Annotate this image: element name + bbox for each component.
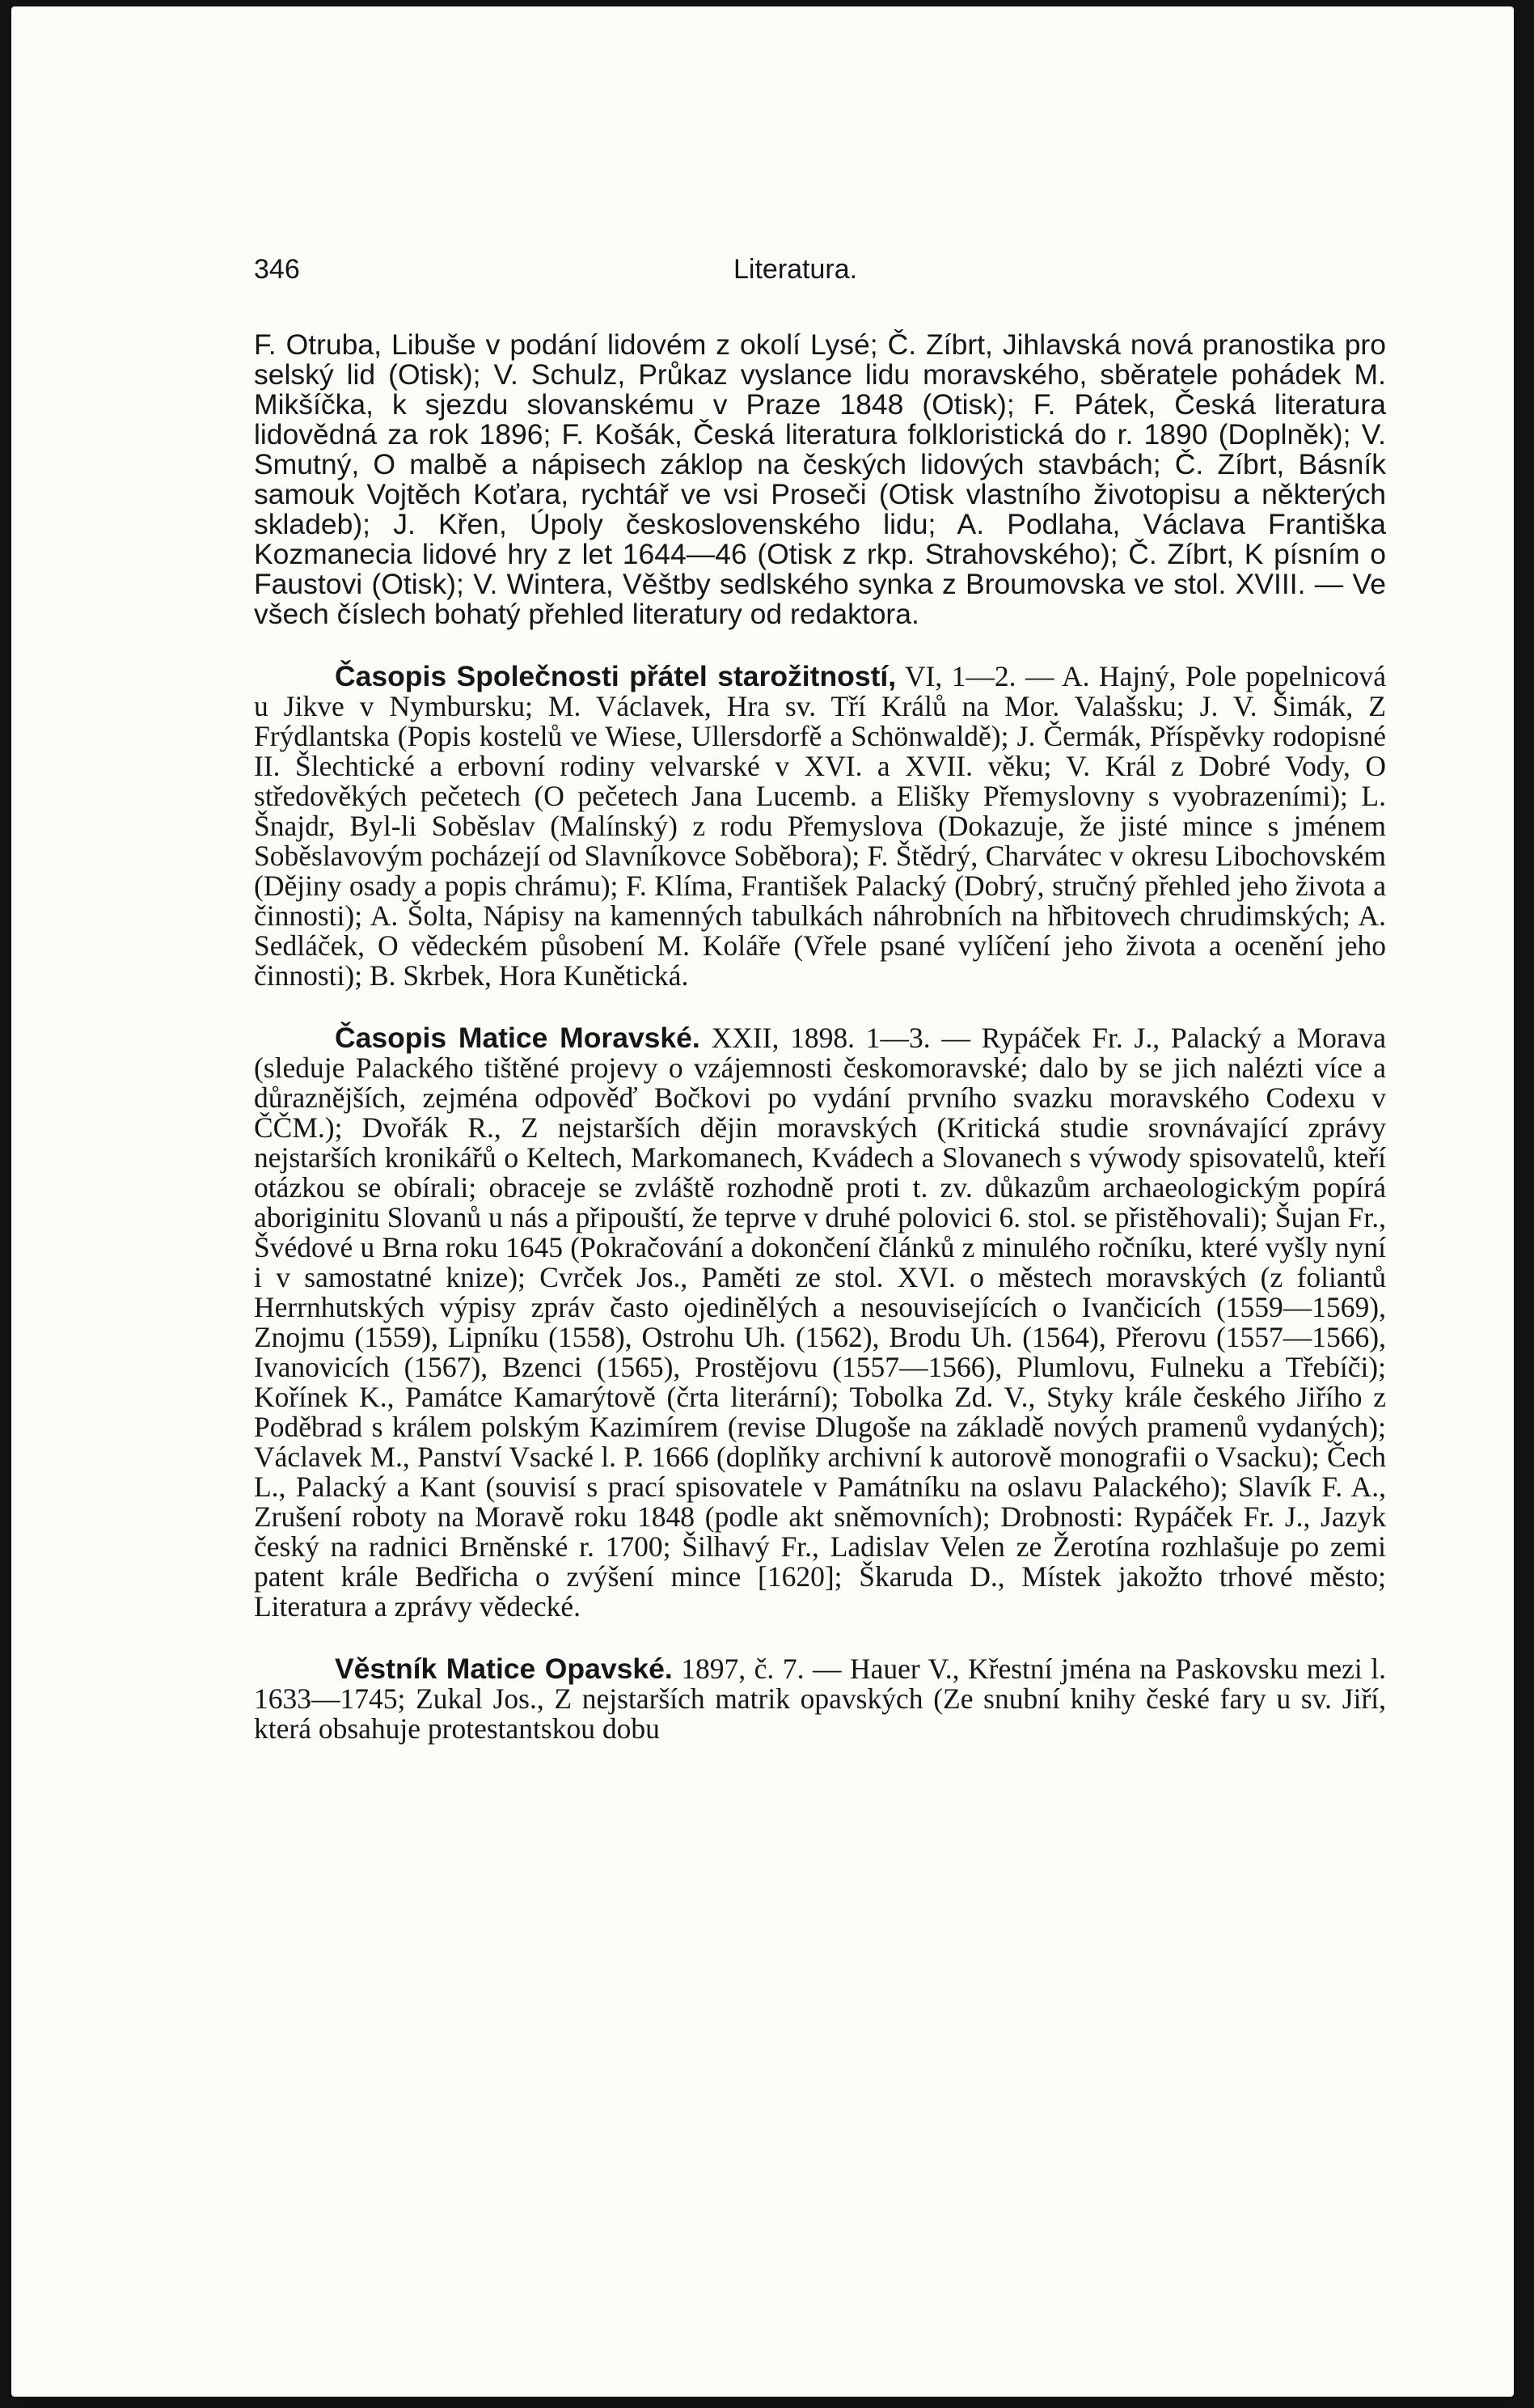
page-number: 346 <box>254 254 300 285</box>
page-content <box>254 249 1386 1744</box>
entry-narodopisny-continuation <box>254 330 1386 629</box>
entry-vestnik-matice-opavske <box>254 1654 1386 1744</box>
entry-text: F. Otruba, Libuše v podání lidovém z okolí Lysé; Č. Zíbrt, Jihlavská nová pranostika pro selský lid (Otisk); V. Schulz, Průkaz vyslance lidu moravského, sběratele pohádek M. Mikšíčka, k sjezdu slovanskému v Praze 1848 (Otisk); F. Pátek, Česká literatura lidovědná za rok 1896; F. Košák, Česká literatura folkloristická do r. 1890 (Doplněk); V. Smutný, O malbě a nápisech záklop na českých lidových stavbách; Č. Zíbrt, Básník samouk Vojtěch Koťara, rychtář ve vsi Proseči (Otisk vlastního životopisu a některých skladeb); J. Křen, Úpoly československého lidu; A. Podlaha, Václava Františka Kozmanecia lidové hry z let 1644—46 (Otisk z rkp. Strahovského); Č. Zíbrt, K písním o Faustovi (Otisk); V. Wintera, Věštby sedlského synka z Broumovska ve stol. XVIII. — Ve všech číslech bohatý přehled literatury od redaktora. <box>254 328 1386 630</box>
entry-heading: Časopis Matice Moravské. <box>335 1022 700 1054</box>
entry-text: XXII, 1898. 1—3. — Rypáček Fr. J., Palacký a Morava (sleduje Palackého tištěné projevy o vzájemnosti českomoravské; dalo by se jich nalézti více a důraznějších, zejména odpověď Bočkovi po vydání prvního svazku moravského Codexu v ČČM.); Dvořák R., Z nejstarších dějin moravských (Kritická studie srovnávající zprávy nejstarších kronikářů o Keltech, Markomanech, Kvádech a Slovanech s výwody spisovatelů, kteří otázkou se obírali; obraceje se zvláště rozhodně proti t. zv. důkazům archaeologickým popírá aboriginitu Slovanů u nás a připouští, že teprve v druhé polovici 6. stol. se přistěhovali); Šujan Fr., Švédové u Brna roku 1645 (Pokračování a dokončení článků z minulého ročníku, které vyšly nyní i v samostatné knize); Cvrček Jos., Paměti ze stol. XVI. o městech moravských (z foliantů Herrnhutských výpisy zpráv často ojedinělých a nesouvisejících o Ivančicích (1559—1569), Znojmu (1559), Lipníku (1558), Ostrohu Uh. (1562), Brodu Uh. (1564), Přerovu (1557—1566), Ivanovicích (1567), Bzenci (1565), Prostějovu (1557—1566), Plumlovu, Fulneku a Třebíči); Kořínek K., Památce Kamarýtově (črta literární); Tobolka Zd. V., Styky krále českého Jiřího z Poděbrad s králem polským Kazimírem (revise Dlugoše na základě nových pramenů vydaných); Václavek M., Panství Vsacké l. P. 1666 (doplňky archivní k autorově monografii o Vsacku); Čech L., Palacký a Kant (souvisí s prací spisovatele v Památníku na oslavu Palackého); Slavík F. A., Zrušení roboty na Moravě roku 1848 (podle akt sněmovních); Drobnosti: Rypáček Fr. J., Jazyk český na radnici Brněnské r. 1700; Šilhavý Fr., Ladislav Velen ze Žerotína rozhlašuje po zemi patent krále Bedřicha o zvýšení mince [1620]; Škaruda D., Místek jakožto trhové město; Literatura a zprávy vědecké. <box>254 1022 1386 1623</box>
section-title: Literatura. <box>733 254 858 285</box>
entry-text: VI, 1—2. — A. Hajný, Pole popelnicová u Jikve v Nymbursku; M. Václavek, Hra sv. Tří Králů na Mor. Valašsku; J. V. Šimák, Z Frýdlantska (Popis kostelů ve Wiese, Ullersdorfě a Schönwaldě); J. Čermák, Příspěvky rodopisné II. Šlechtické a erbovní rodiny velvarské v XVI. a XVII. věku; V. Král z Dobré Vody, O středověkých pečetech (O pečetech Jana Lucemb. a Elišky Přemyslovny s vyobrazeními); L. Šnajdr, Byl-li Soběslav (Malínský) z rodu Přemyslova (Dokazuje, že jisté mince s jménem Soběslavovým pocházejí od Slavníkovce Soběbora); F. Štědrý, Charvátec v okresu Libochovském (Dějiny osady a popis chrámu); F. Klíma, František Palacký (Dobrý, stručný přehled jeho života a činnosti); A. Šolta, Nápisy na kamenných tabulkách náhrobních na hřbitovech chrudimských; A. Sedláček, O vědeckém působení M. Koláře (Vřele psané vylíčení jeho života a ocenění jeho činnosti); B. Skrbek, Hora Kunětická. <box>254 660 1386 992</box>
book-page <box>11 6 1514 2397</box>
entry-heading: Věstník Matice Opavské. <box>335 1653 673 1685</box>
entry-heading: Časopis Společnosti přátel starožitností, <box>335 660 897 692</box>
running-head <box>254 249 1386 298</box>
entry-text: 1897, č. 7. — Hauer V., Křestní jména na Paskovsku mezi l. 1633—1745; Zukal Jos., Z nejstarších matrik opavských (Ze snubní knihy české fary u sv. Jiří, která obsahuje protestantskou dobu <box>254 1653 1387 1745</box>
entry-casopis-matice-moravske <box>254 1023 1386 1622</box>
entry-casopis-spolecnosti <box>254 662 1386 991</box>
